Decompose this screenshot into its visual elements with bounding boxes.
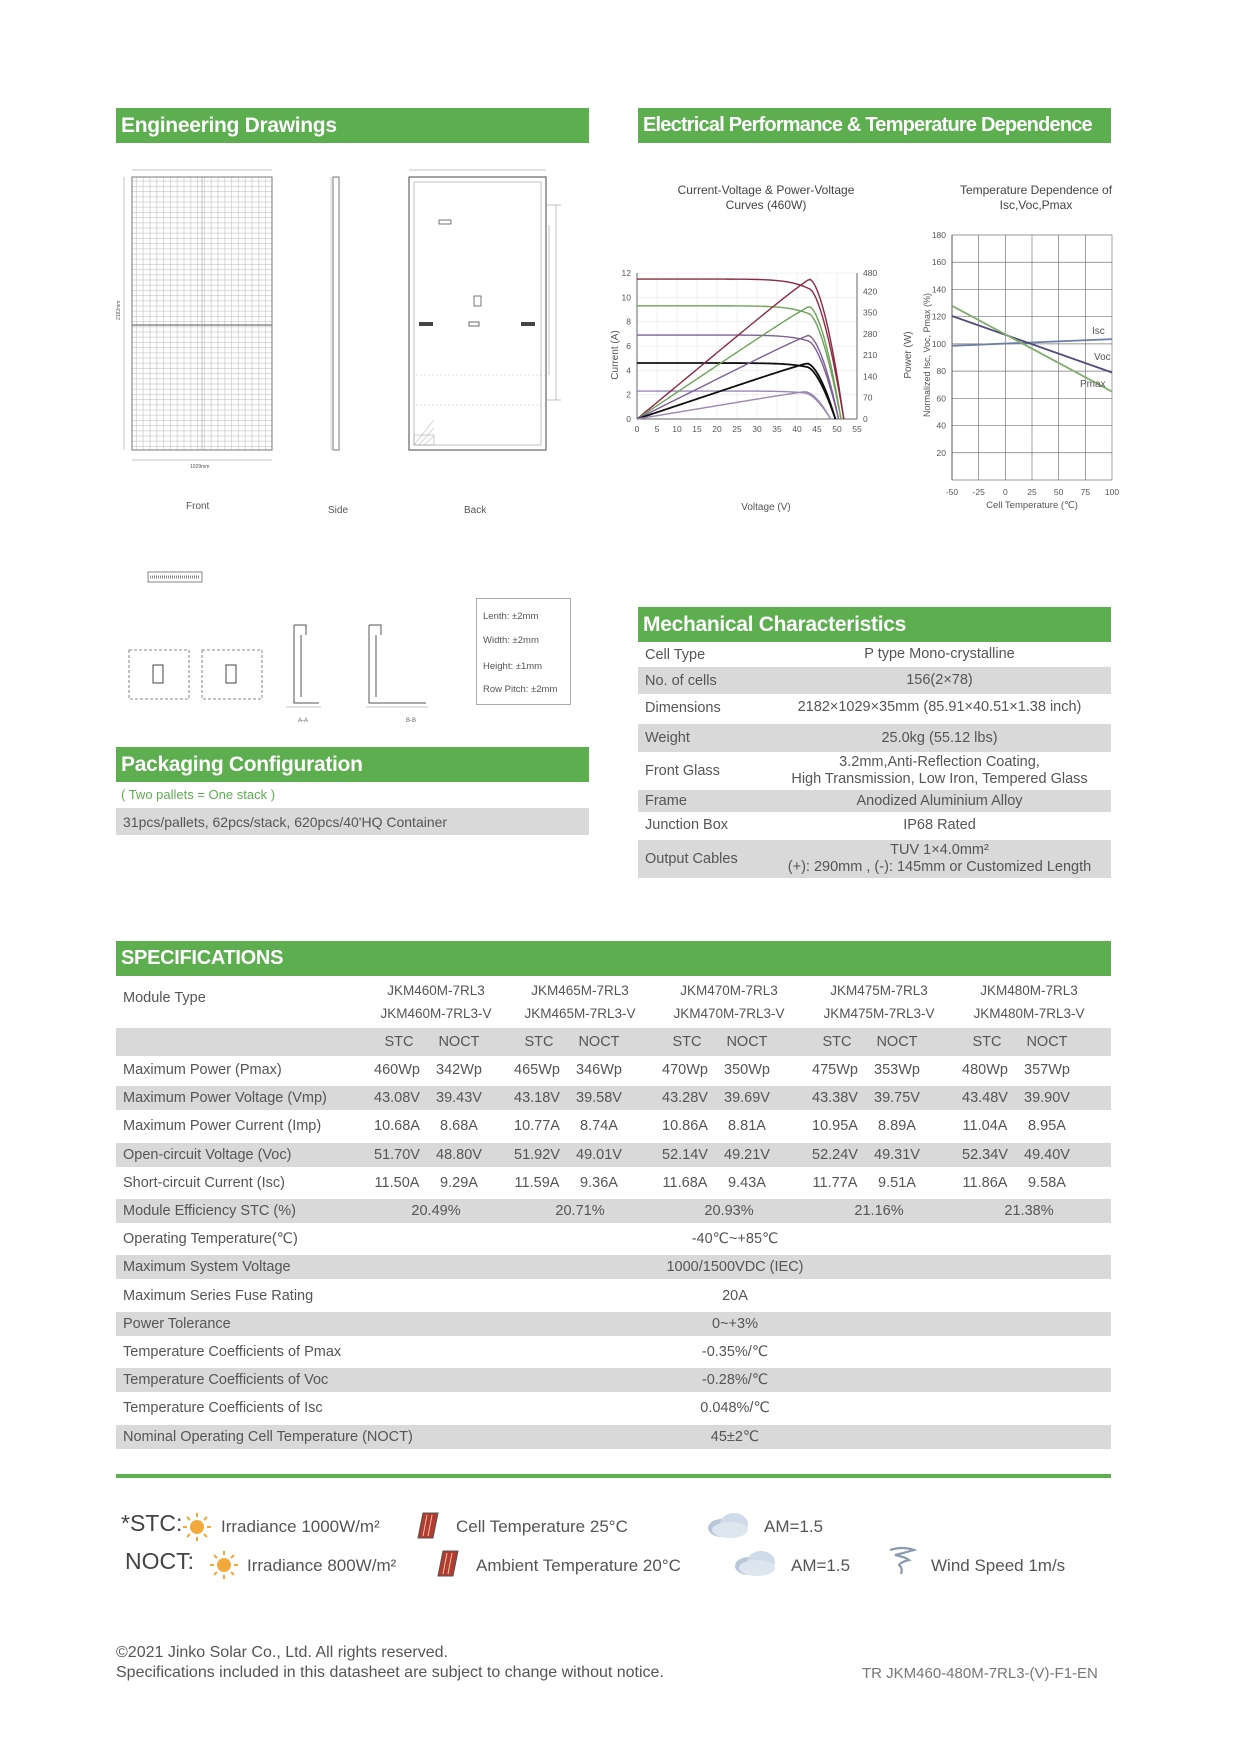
cell-temperature-icon — [414, 1510, 442, 1542]
spec-value-stc: 43.38V — [812, 1090, 858, 1107]
spec-value-stc: 52.24V — [812, 1146, 858, 1163]
iv-y-tick: 2 — [626, 389, 631, 400]
t-x-tick: 50 — [1053, 487, 1064, 497]
tolerance-width: Width: ±2mm — [483, 635, 539, 646]
spec-value-stc: 11.04A — [962, 1118, 1008, 1135]
spec-common-row — [116, 1227, 1111, 1251]
iv-y2-tick: 420 — [863, 286, 878, 297]
temp-label-pmax: Pmax — [1080, 379, 1106, 390]
noct-header: NOCT — [726, 1034, 768, 1050]
cloud-icon — [706, 1510, 752, 1540]
iv-x-tick: 30 — [752, 424, 762, 434]
t-y-tick: 140 — [931, 284, 946, 295]
tolerance-length: Lenth: ±2mm — [483, 611, 539, 622]
iv-x-tick: 20 — [712, 424, 722, 434]
stc-header: STC — [524, 1034, 554, 1050]
spec-stc-noct-row — [116, 1028, 1111, 1056]
temp-chart-svg — [916, 180, 1126, 520]
iv-x-tick: 10 — [672, 424, 682, 434]
spec-value-noct: 39.75V — [874, 1090, 920, 1107]
spec-label: Short-circuit Current (Isc) — [123, 1174, 285, 1191]
iv-x-tick: 40 — [792, 424, 802, 434]
spec-label: Temperature Coefficients of Pmax — [123, 1344, 342, 1360]
mech-row-weight — [638, 724, 1111, 752]
noct-header: NOCT — [578, 1034, 620, 1050]
cloud-icon — [733, 1548, 779, 1578]
iv-x-tick: 15 — [692, 424, 702, 434]
spec-label: Maximum Series Fuse Rating — [123, 1287, 314, 1304]
spec-label: Power Tolerance — [123, 1315, 231, 1332]
spec-value-noct: 39.43V — [436, 1090, 482, 1107]
mech-key: Weight — [645, 730, 690, 746]
mech-value — [768, 842, 1111, 876]
iv-curve — [637, 335, 839, 419]
spec-value-noct: 9.29A — [440, 1174, 478, 1191]
stc-air-mass: AM=1.5 — [764, 1517, 824, 1536]
engineering-drawings — [116, 150, 589, 520]
test-conditions — [116, 1500, 1111, 1580]
tolerance-height: Height: ±1mm — [483, 661, 543, 672]
iv-x-tick: 50 — [832, 424, 842, 434]
noct-header: NOCT — [876, 1034, 918, 1050]
model-name-v: JKM465M-7RL3-V — [524, 1006, 636, 1021]
spec-value-noct: 49.31V — [874, 1146, 920, 1163]
iv-y-tick: 0 — [626, 414, 631, 424]
spec-value-noct: 39.69V — [724, 1090, 770, 1107]
stc-cell-temperature: Cell Temperature 25°C — [456, 1517, 628, 1536]
spec-common-row — [116, 1425, 1111, 1449]
spec-value-noct: 9.58A — [1028, 1174, 1066, 1191]
mech-key: No. of cells — [645, 672, 717, 689]
spec-value-noct: 8.89A — [878, 1118, 916, 1135]
model-name: JKM470M-7RL3 — [680, 983, 778, 998]
t-x-tick: 25 — [1027, 487, 1037, 497]
spec-common-value: 0~+3% — [712, 1315, 758, 1332]
spec-row — [116, 1171, 1111, 1195]
footer-copyright: ©2021 Jinko Solar Co., Ltd. All rights reserved. — [116, 1644, 448, 1661]
spec-value-stc: 470Wp — [662, 1062, 708, 1078]
mech-value: 156(2×78) — [906, 672, 973, 688]
iv-y2-tick: 70 — [863, 392, 873, 403]
model-name: JKM480M-7RL3 — [980, 983, 1078, 998]
mechanical-table — [638, 642, 1111, 880]
noct-label: NOCT: — [125, 1548, 194, 1574]
stc-irradiance: Irradiance 1000W/m² — [221, 1517, 380, 1536]
sun-icon — [182, 1512, 212, 1542]
spec-label: Maximum System Voltage — [123, 1259, 291, 1276]
model-name: JKM465M-7RL3 — [531, 983, 629, 998]
engineering-drawings-header: Engineering Drawings — [116, 108, 589, 143]
t-y-tick: 180 — [931, 230, 946, 240]
spec-value-stc: 10.86A — [662, 1118, 708, 1135]
spec-efficiency-row — [116, 1199, 1111, 1223]
mech-row-dimensions — [638, 694, 1111, 721]
iv-y2-tick: 350 — [863, 307, 878, 318]
iv-y2-tick: 280 — [863, 328, 878, 339]
spec-common-value: -40℃~+85℃ — [691, 1231, 779, 1248]
mech-key: Output Cables — [645, 851, 738, 867]
back-view-label: Back — [464, 505, 487, 516]
t-x-tick: 100 — [1104, 487, 1120, 497]
mech-row-cells — [638, 667, 1111, 694]
spec-value-noct: 342Wp — [436, 1062, 482, 1078]
spec-efficiency-value: 20.49% — [411, 1203, 461, 1219]
spec-common-row — [116, 1396, 1111, 1420]
mech-row-frame — [638, 790, 1111, 812]
iv-y-tick: 8 — [626, 316, 631, 327]
side-view-drawing — [331, 177, 339, 450]
tolerance-box — [476, 598, 571, 705]
spec-value-stc: 43.18V — [514, 1090, 560, 1107]
temp-chart-title-2: Isc,Voc,Pmax — [999, 198, 1073, 212]
spec-value-noct: 346Wp — [576, 1062, 622, 1078]
spec-row — [116, 1058, 1111, 1082]
spec-value-noct: 49.21V — [724, 1146, 770, 1163]
iv-chart-svg — [600, 180, 914, 520]
iv-x-tick: 0 — [634, 424, 640, 434]
front-height-dim: 2182mm — [116, 300, 122, 320]
iv-chart-xlabel: Voltage (V) — [741, 502, 791, 513]
spec-value-noct: 8.68A — [440, 1118, 478, 1135]
spec-bottom-rule — [116, 1474, 1111, 1478]
spec-row — [116, 1143, 1111, 1167]
spec-value-stc: 51.92V — [514, 1146, 560, 1163]
stc-header: STC — [384, 1034, 414, 1050]
spec-row — [116, 1114, 1111, 1138]
spec-value-noct: 8.74A — [580, 1118, 618, 1135]
temp-chart-title-1: Temperature Dependence of — [959, 183, 1113, 197]
spec-value-noct: 49.01V — [576, 1146, 622, 1163]
spec-module-type-row — [116, 976, 1111, 1028]
front-view-label: Front — [186, 501, 210, 512]
spec-value-noct: 9.43A — [728, 1174, 766, 1191]
section-label-b: B-B — [406, 718, 417, 724]
packaging-config-row — [116, 808, 589, 835]
spec-value-stc: 43.28V — [662, 1090, 708, 1107]
mech-value-line2: High Transmission, Low Iron, Tempered Glass — [791, 771, 1088, 787]
spec-common-row — [116, 1340, 1111, 1364]
t-y-tick: 60 — [936, 393, 946, 404]
iv-x-tick: 55 — [852, 424, 862, 434]
spec-value-noct: 49.40V — [1024, 1146, 1070, 1163]
t-x-tick: 75 — [1080, 487, 1091, 497]
mech-key: Junction Box — [645, 817, 729, 833]
mech-key: Front Glass — [645, 763, 720, 779]
mech-value — [768, 754, 1111, 788]
spec-value-noct: 39.58V — [576, 1090, 622, 1107]
t-x-tick: 0 — [1002, 487, 1008, 497]
panel-drawings-svg — [116, 150, 589, 520]
iv-y-tick: 4 — [626, 365, 631, 376]
noct-header: NOCT — [438, 1034, 480, 1050]
spec-label: Maximum Power Voltage (Vmp) — [123, 1090, 327, 1107]
mech-value: IP68 Rated — [903, 816, 976, 833]
mech-value: P type Mono-crystalline — [864, 646, 1015, 662]
front-width-dim: 1029mm — [190, 464, 210, 470]
mech-value: Anodized Aluminium Alloy — [856, 792, 1023, 809]
mech-row-output-cables — [638, 840, 1111, 878]
spec-value-noct: 350Wp — [724, 1062, 770, 1078]
iv-y-tick: 12 — [621, 268, 631, 278]
model-name-v: JKM460M-7RL3-V — [380, 1006, 492, 1021]
spec-value-stc: 11.50A — [374, 1174, 420, 1191]
specifications-table — [116, 976, 1111, 1464]
spec-value-stc: 480Wp — [962, 1062, 1008, 1078]
model-name-v: JKM475M-7RL3-V — [823, 1006, 935, 1021]
iv-x-tick: 45 — [812, 424, 822, 434]
spec-common-row — [116, 1312, 1111, 1336]
temp-chart-ylabel: Normalized Isc, Voc, Pmax (%) — [922, 292, 932, 418]
temp-label-voc: Voc — [1094, 352, 1111, 363]
noct-wind-speed: Wind Speed 1m/s — [931, 1556, 1066, 1575]
spec-common-value: 20A — [722, 1287, 748, 1304]
spec-value-noct: 8.81A — [728, 1118, 766, 1135]
side-view-label: Side — [328, 505, 349, 516]
t-y-tick: 40 — [936, 420, 946, 431]
spec-value-stc: 11.77A — [812, 1174, 858, 1191]
model-col-4 — [804, 976, 954, 1028]
mech-value-line2: (+): 290mm , (-): 145mm or Customized Length — [787, 859, 1092, 875]
wind-icon — [887, 1544, 917, 1578]
spec-efficiency-value: 20.71% — [555, 1203, 605, 1219]
spec-label: Module Efficiency STC (%) — [123, 1203, 296, 1219]
mech-row-cell-type — [638, 642, 1111, 667]
model-name-v: JKM470M-7RL3-V — [673, 1006, 785, 1021]
noct-irradiance: Irradiance 800W/m² — [247, 1556, 397, 1575]
t-y-tick: 120 — [931, 311, 946, 322]
iv-y2-tick: 0 — [863, 414, 868, 424]
spec-value-stc: 52.14V — [662, 1146, 708, 1163]
temp-chart-xlabel: Cell Temperature (℃) — [986, 500, 1078, 511]
iv-y2-tick: 140 — [863, 371, 878, 382]
spec-value-stc: 43.48V — [962, 1090, 1008, 1107]
spec-value-noct: 9.36A — [580, 1174, 618, 1191]
spec-common-row — [116, 1284, 1111, 1308]
mech-value: 2182×1029×35mm (85.91×40.51×1.38 inch) — [797, 699, 1082, 715]
footer-notice: Specifications included in this datasheet are subject to change without notice. — [116, 1664, 664, 1681]
stc-header: STC — [822, 1034, 852, 1050]
spec-efficiency-value: 20.93% — [704, 1203, 754, 1219]
model-col-2 — [506, 976, 654, 1028]
spec-label: Maximum Power (Pmax) — [123, 1062, 282, 1078]
t-y-tick: 20 — [936, 447, 946, 458]
model-col-5 — [954, 976, 1104, 1028]
stc-label: *STC: — [121, 1510, 183, 1536]
stc-header: STC — [672, 1034, 702, 1050]
spec-value-noct: 48.80V — [436, 1146, 482, 1163]
temp-chart — [916, 180, 1126, 520]
t-x-tick: -25 — [972, 487, 985, 497]
iv-x-tick: 25 — [732, 424, 742, 434]
temp-label-isc: Isc — [1092, 326, 1105, 337]
spec-value-stc: 475Wp — [812, 1062, 858, 1078]
footer-doc-id: TR JKM460-480M-7RL3-(V)-F1-EN — [862, 1665, 1098, 1682]
spec-value-stc: 11.59A — [514, 1174, 560, 1191]
ambient-temperature-icon — [434, 1548, 462, 1580]
iv-y2-tick: 210 — [863, 350, 878, 361]
spec-common-value: 1000/1500VDC (IEC) — [666, 1259, 804, 1276]
packaging-config-text: 31pcs/pallets, 62pcs/stack, 620pcs/40'HQ Container — [123, 814, 448, 830]
spec-value-stc: 11.68A — [662, 1174, 708, 1191]
spec-value-noct: 9.51A — [878, 1174, 916, 1191]
spec-value-stc: 10.95A — [812, 1118, 858, 1135]
spec-value-stc: 51.70V — [374, 1146, 420, 1163]
spec-value-stc: 43.08V — [374, 1090, 420, 1107]
spec-value-stc: 460Wp — [374, 1062, 420, 1078]
model-col-1 — [366, 976, 506, 1028]
spec-row — [116, 1086, 1111, 1110]
spec-value-stc: 10.77A — [514, 1118, 560, 1135]
mech-value-line1: TUV 1×4.0mm² — [890, 842, 989, 858]
iv-y2-tick: 480 — [863, 268, 878, 278]
model-col-3 — [654, 976, 804, 1028]
mech-value-line1: 3.2mm,Anti-Reflection Coating, — [839, 754, 1040, 770]
mechanical-characteristics-header: Mechanical Characteristics — [638, 607, 1111, 642]
front-view-drawing — [116, 170, 272, 470]
t-y-tick: 160 — [931, 257, 946, 268]
iv-x-tick: 35 — [772, 424, 782, 434]
spec-value-noct: 39.90V — [1024, 1090, 1070, 1107]
spec-value-noct: 8.95A — [1028, 1118, 1066, 1135]
t-y-tick: 100 — [931, 338, 946, 349]
iv-y-tick: 6 — [626, 341, 631, 351]
iv-chart-ylabel-right: Power (W) — [903, 331, 914, 379]
back-view-drawing — [409, 170, 561, 450]
spec-label: Temperature Coefficients of Isc — [123, 1400, 323, 1417]
spec-common-row — [116, 1368, 1111, 1392]
packaging-note: ( Two pallets = One stack ) — [121, 787, 276, 802]
spec-value-stc: 10.68A — [374, 1118, 420, 1135]
spec-common-value: 0.048%/℃ — [700, 1400, 770, 1417]
spec-common-value: -0.35%/℃ — [701, 1344, 769, 1360]
mech-key: Cell Type — [645, 646, 706, 663]
spec-label: Maximum Power Current (Imp) — [123, 1118, 322, 1135]
spec-value-noct: 353Wp — [874, 1062, 920, 1078]
model-name-v: JKM480M-7RL3-V — [973, 1006, 1085, 1021]
noct-ambient-temperature: Ambient Temperature 20°C — [476, 1556, 681, 1575]
noct-air-mass: AM=1.5 — [791, 1556, 851, 1575]
spec-value-stc: 465Wp — [514, 1062, 560, 1078]
pv-curve — [637, 335, 839, 419]
stc-header: STC — [972, 1034, 1002, 1050]
spec-common-row — [116, 1255, 1111, 1279]
spec-value-stc: 11.86A — [962, 1174, 1008, 1191]
sun-icon — [209, 1550, 239, 1580]
spec-value-stc: 52.34V — [962, 1146, 1008, 1163]
model-name: JKM475M-7RL3 — [830, 983, 928, 998]
mech-row-front-glass — [638, 752, 1111, 790]
iv-chart-title-1: Current-Voltage & Power-Voltage — [677, 183, 855, 197]
noct-header: NOCT — [1026, 1034, 1068, 1050]
specifications-header: SPECIFICATIONS — [116, 941, 1111, 976]
spec-efficiency-value: 21.38% — [1004, 1203, 1054, 1219]
mech-key: Frame — [645, 793, 687, 809]
iv-chart-title-2: Curves (460W) — [725, 198, 807, 212]
spec-common-value: -0.28%/℃ — [701, 1372, 769, 1389]
mech-value: 25.0kg (55.12 lbs) — [881, 729, 998, 746]
electrical-performance-header: Electrical Performance & Temperature Dependence — [638, 108, 1111, 143]
spec-value-noct: 357Wp — [1024, 1062, 1070, 1078]
spec-label: Temperature Coefficients of Voc — [123, 1372, 329, 1389]
spec-efficiency-value: 21.16% — [854, 1203, 904, 1219]
mech-key: Dimensions — [645, 699, 721, 716]
iv-chart-ylabel-left: Current (A) — [610, 330, 621, 380]
spec-label: Open-circuit Voltage (Voc) — [123, 1146, 292, 1163]
model-name: JKM460M-7RL3 — [387, 983, 485, 998]
packaging-configuration-header: Packaging Configuration — [116, 747, 589, 782]
mech-row-junction-box — [638, 812, 1111, 838]
iv-x-tick: 5 — [654, 424, 660, 434]
iv-y-tick: 10 — [621, 292, 631, 303]
iv-chart — [600, 180, 914, 520]
section-label-a: A-A — [298, 718, 309, 724]
t-y-tick: 80 — [936, 366, 946, 377]
spec-label: Nominal Operating Cell Temperature (NOCT) — [123, 1428, 413, 1445]
spec-label: Operating Temperature(℃) — [123, 1231, 298, 1248]
tolerance-row-pitch: Row Pitch: ±2mm — [483, 684, 558, 695]
t-x-tick: -50 — [945, 487, 959, 497]
spec-common-value: 45±2℃ — [710, 1428, 760, 1445]
spec-label: Module Type — [123, 990, 206, 1006]
